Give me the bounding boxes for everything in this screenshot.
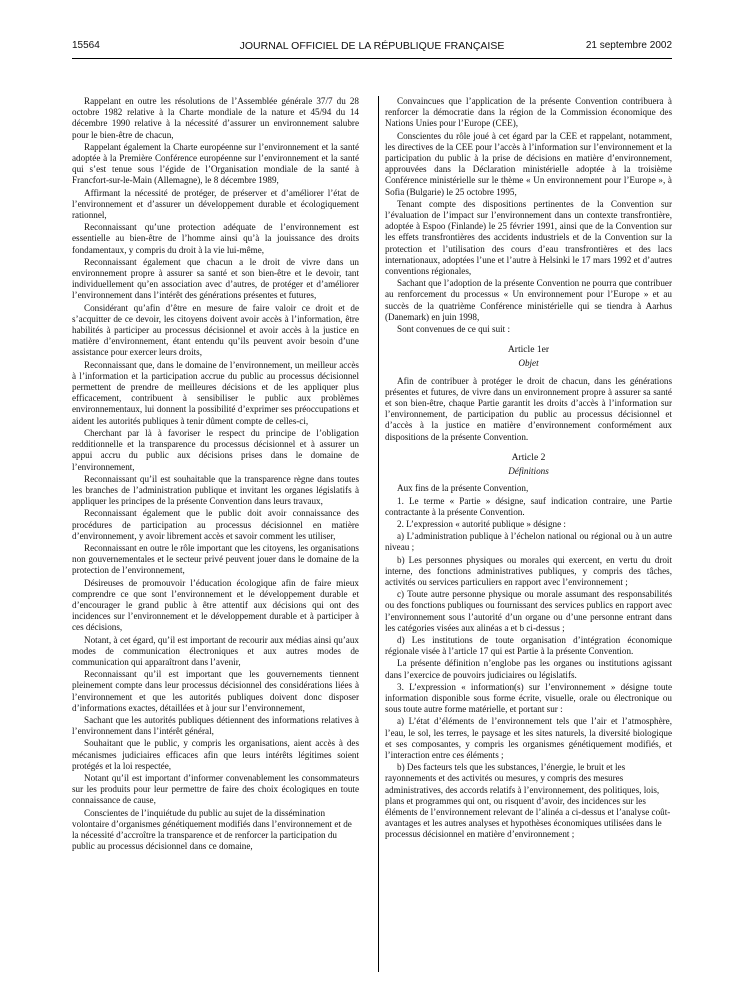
paragraph: Souhaitant que le public, y compris les organisations, aient accès à des mécanismes judiciaires efficaces afin que leurs intérêts légitimes soient protégés et la loi respectée,: [72, 738, 359, 771]
left-column: [72, 96, 359, 853]
paragraph: d) Les institutions de toute organisation d’intégration économique régionale visée à l’article 17 qui est Partie à la présente Convention.: [385, 634, 672, 657]
paragraph: Rappelant également la Charte européenne sur l’environnement et la santé adoptée à la Première Conférence européenne sur l’environnement et la santé qui s’est tenue sous l’égide de l’Organisation mondiale de la santé à Francfort-sur-le-Main (Allemagne), le 8 décembre 1989,: [72, 141, 359, 186]
paragraph: a) L’état d’éléments de l’environnement tels que l’air et l’atmosphère, l’eau, le sol, les terres, le paysage et les sites naturels, la diversité biologique et ses composantes, y compris les organismes génétiquement modifiés, et l’interaction entre ces éléments ;: [385, 716, 672, 760]
paragraph: Convaincues que l’application de la présente Convention contribuera à renforcer la démocratie dans la région de la Commission économique des Nations Unies pour l’Europe (CEE),: [385, 96, 672, 129]
column-separator: [378, 96, 379, 972]
header-rule: [72, 58, 672, 59]
paragraph: Reconnaissant en outre le rôle important que les citoyens, les organisations non gouvernementales et le secteur privé peuvent jouer dans le domaine de la protection de l’environnement,: [72, 542, 359, 576]
paragraph: a) L’administration publique à l’échelon national ou régional ou à un autre niveau ;: [385, 531, 672, 553]
paragraph: b) Les personnes physiques ou morales qui exercent, en vertu du droit interne, des fonctions administratives publiques, y compris des tâches, activités ou services particuliers en rapport avec l’environnement ;: [385, 554, 672, 587]
paragraph: Conscientes de l’inquiétude du public au sujet de la dissémination volontaire d’organismes génétiquement modifiés dans l’environnement et de la nécessité d’accroître la transparence et de renforcer la participation du public au processus décisionnel dans ce domaine,: [72, 807, 352, 852]
paragraph: Conscientes du rôle joué à cet égard par la CEE et rappelant, notamment, les directives de la CEE pour l’accès à l’information sur l’environnement et la participation du public à la prise de décisions en matière d’environnement, approuvées dans la Déclaration ministérielle adoptée à la troisième Conférence ministérielle sur le thème « Un environnement pour l’Europe », à Sofia (Bulgarie) le 25 octobre 1995,: [385, 130, 672, 197]
issue-date: 21 septembre 2002: [585, 40, 672, 51]
paragraph: Cherchant par là à favoriser le respect du principe de l’obligation redditionnelle et la transparence du processus décisionnel et à assurer un appui accru du public aux décisions prises dans le domaine de l’environnement,: [72, 427, 359, 472]
journal-title: JOURNAL OFFICIEL DE LA RÉPUBLIQUE FRANÇAISE: [239, 40, 505, 52]
paragraph: Reconnaissant qu’il est souhaitable que la transparence règne dans toutes les branches de l’administration publique et invitant les organes législatifs à appliquer les principes de la présente Convention dans leurs travaux,: [72, 473, 359, 507]
paragraph: Afin de contribuer à protéger le droit de chacun, dans les générations présentes et futures, de vivre dans un environnement propre à assurer sa santé et son bien-être, chaque Partie garantit les droits d’accès à l’information sur l’environnement, de participation du public au processus décisionnel et d’accès à la justice en matière d’environnement conformément aux dispositions de la présente Convention.: [385, 375, 672, 442]
paragraph: Sont convenues de ce qui suit :: [397, 324, 511, 335]
paragraph: Reconnaissant également que chacun a le droit de vivre dans un environnement propre à assurer sa santé et son bien-être et le devoir, tant individuellement qu’en association avec d’autres, de protéger et d’améliorer l’environnement dans l’intérêt des générations présentes et futures,: [72, 256, 359, 301]
paragraph: Reconnaissant qu’il est important que les gouvernements tiennent pleinement compte dans leur processus décisionnel des considérations liées à l’environnement et que les autorités publiques doivent donc disposer d’informations exactes, détaillées et à jour sur l’environnement,: [72, 669, 359, 713]
paragraph: b) Des facteurs tels que les substances, l’énergie, le bruit et les rayonnements et des activités ou mesures, y compris des mesures administratives, des accords relatifs à l’environnement, des politiques, lois, plans et programmes qui ont, ou risquent d’avoir, des incidences sur les éléments de l’environnement relevant de l’alinéa a ci-dessus et l’analyse coût-avantages et les autres analyses et hypothèses économiques utilisées dans le processus décisionnel en matière d’environnement ;: [385, 762, 671, 840]
page-header: [72, 40, 672, 54]
article-1-subtitle: Objet: [518, 358, 539, 369]
paragraph: Notant, à cet égard, qu’il est important de recourir aux médias ainsi qu’aux modes de communication électroniques et aux autres modes de communication qui apparaîtront dans l’avenir,: [72, 634, 359, 667]
paragraph: Sachant que les autorités publiques détiennent des informations relatives à l’environnement dans l’intérêt général,: [72, 714, 359, 737]
paragraph: 3. L’expression « information(s) sur l’environnement » désigne toute information disponible sous forme écrite, visuelle, orale ou électronique ou sous toute autre forme matérielle, et portant sur :: [385, 681, 672, 715]
paragraph: La présente définition n’englobe pas les organes ou institutions agissant dans l’exercice de pouvoirs judiciaires ou législatifs.: [385, 658, 672, 680]
paragraph: Reconnaissant qu’une protection adéquate de l’environnement est essentielle au bien-être de l’homme ainsi qu’à la jouissance des droits fondamentaux, y compris du droit à la vie lui-même,: [72, 222, 359, 255]
paragraph: Reconnaissant que, dans le domaine de l’environnement, un meilleur accès à l’information et la participation accrue du public au processus décisionnel permettent de prendre de meilleures décisions et de les appliquer plus efficacement, contribuent à sensibiliser le public aux problèmes environnementaux, lui donnent la possibilité d’exprimer ses préoccupations et aident les autorités publiques à tenir dûment compte de celles-ci,: [72, 359, 359, 426]
paragraph: Affirmant la nécessité de protéger, de préserver et d’améliorer l’état de l’environnement et d’assurer un développement durable et écologiquement rationnel,: [72, 187, 359, 221]
paragraph: 1. Le terme « Partie » désigne, sauf indication contraire, une Partie contractante à la présente Convention.: [385, 495, 672, 517]
paragraph: Considérant qu’afin d’être en mesure de faire valoir ce droit et de s’acquitter de ce devoir, les citoyens doivent avoir accès à l’information, être habilités à participer au processus décisionnel et avoir accès à la justice en matière d’environnement, étant entendu qu’ils peuvent avoir besoin d’une assistance pour exercer leurs droits,: [72, 302, 359, 358]
page-number: 15564: [72, 40, 100, 51]
right-column: [385, 96, 672, 842]
paragraph: Désireuses de promouvoir l’éducation écologique afin de faire mieux comprendre ce que sont l’environnement et le développement durable et d’encourager le grand public à être attentif aux décisions qui ont des incidences sur l’environnement et le développement durable et à participer à ces décisions,: [72, 577, 359, 633]
paragraph: Aux fins de la présente Convention,: [397, 483, 529, 494]
paragraph: Tenant compte des dispositions pertinentes de la Convention sur l’évaluation de l’impact sur l’environnement dans un contexte transfrontière, adoptée à Espoo (Finlande) le 25 février 1991, ainsi que de la Convention sur les effets transfrontières des accidents industriels et de la Convention sur la protection et l’utilisation des cours d’eau transfrontières et des lacs internationaux, adoptées l’une et l’autre à Helsinki le 17 mars 1992 et d’autres conventions régionales,: [385, 198, 672, 277]
article-1-title: Article 1er: [507, 344, 550, 356]
paragraph: c) Toute autre personne physique ou morale assumant des responsabilités ou des fonctions publiques ou fournissant des services publics en rapport avec l’environnement sous l’autorité d’un organe ou d’une personne entrant dans les catégories visées aux alinéas a et b ci-dessus ;: [385, 589, 672, 633]
paragraph: 2. L’expression « autorité publique » désigne :: [397, 518, 566, 529]
paragraph: Sachant que l’adoption de la présente Convention ne pourra que contribuer au renforcement du processus « Un environnement pour l’Europe » et au succès de la quatrième Conférence ministérielle qui se tiendra à Aarhus (Danemark) en juin 1998,: [385, 278, 672, 322]
paragraph: Reconnaissant également que le public doit avoir connaissance des procédures de participation au processus décisionnel en matière d’environnement, y avoir librement accès et savoir comment les utiliser,: [72, 508, 359, 541]
paragraph: Rappelant en outre les résolutions de l’Assemblée générale 37/7 du 28 octobre 1982 relative à la Charte mondiale de la nature et 45/94 du 14 décembre 1990 relative à la nécessité d’assurer un environnement salubre pour le bien-être de chacun,: [72, 96, 359, 140]
article-2-subtitle: Définitions: [508, 466, 549, 477]
article-2-title: Article 2: [511, 451, 546, 463]
paragraph: Notant qu’il est important d’informer convenablement les consommateurs sur les produits pour leur permettre de faire des choix écologiques en toute connaissance de cause,: [72, 772, 359, 806]
